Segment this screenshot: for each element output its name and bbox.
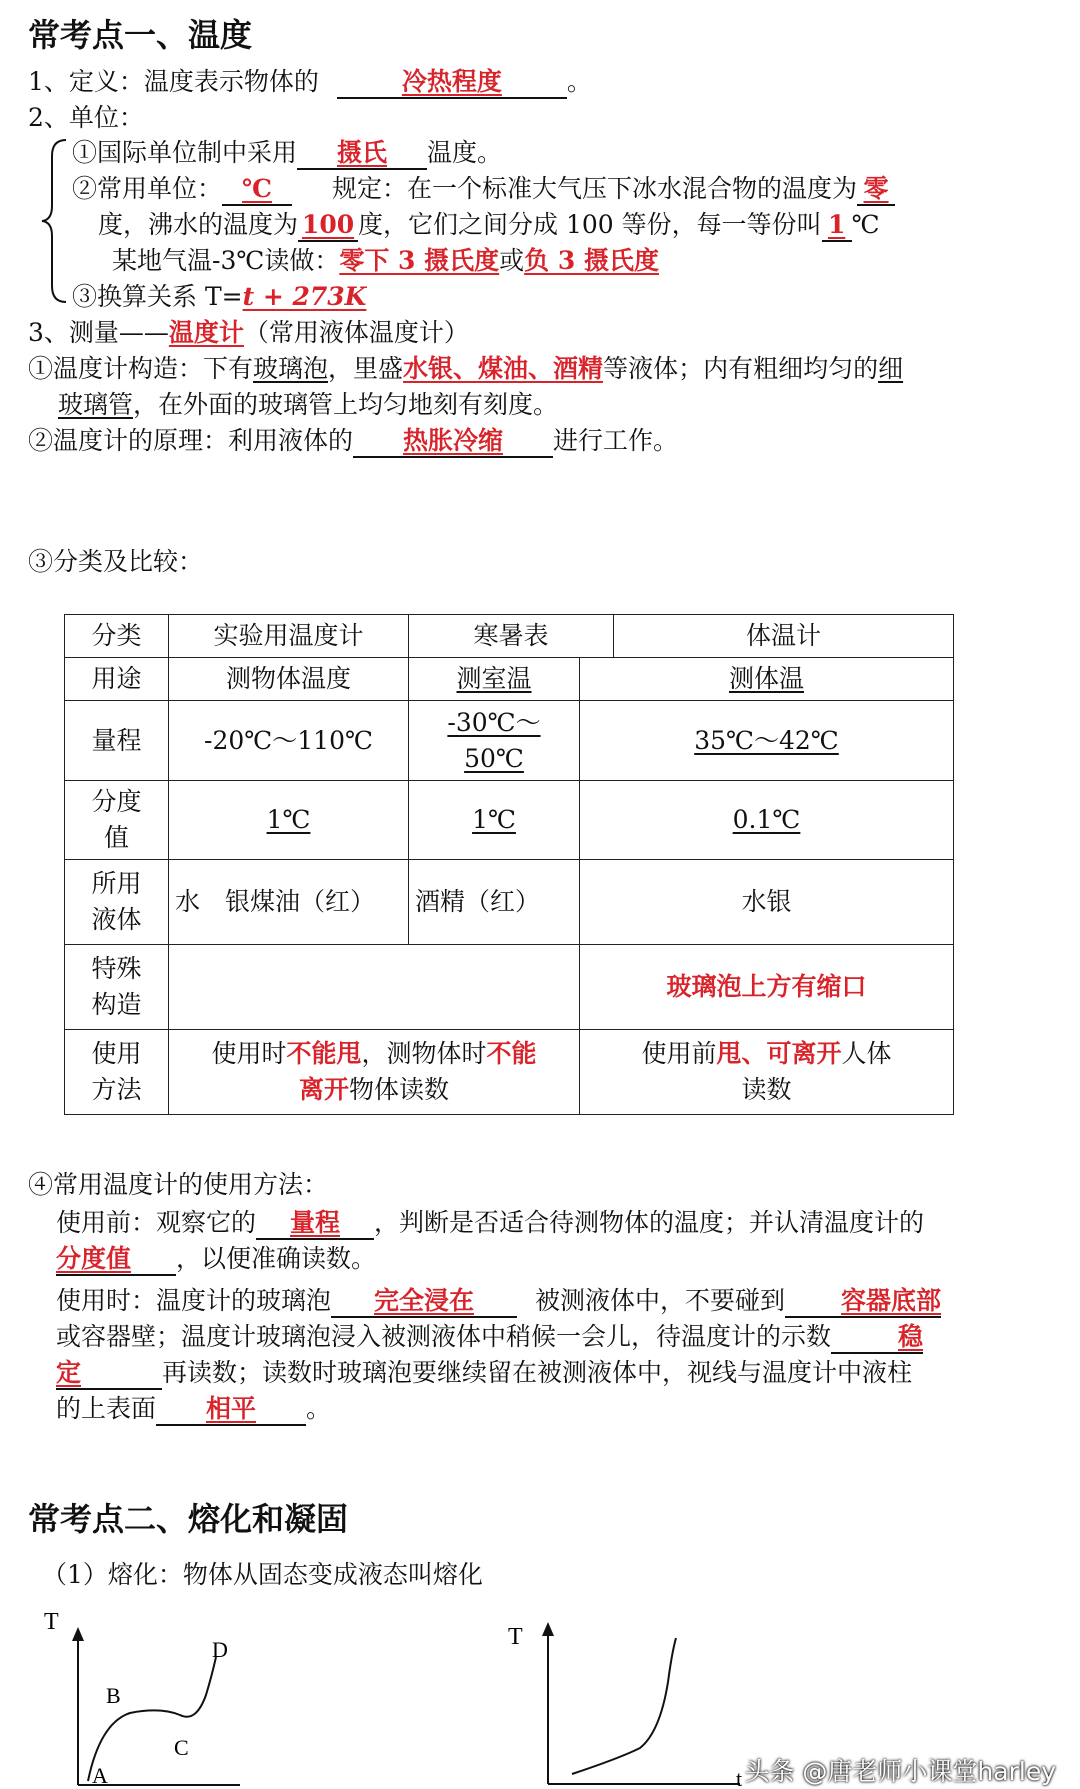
definition-blank <box>337 67 567 99</box>
usage-read-line: 定 再读数；读数时玻璃泡要继续留在被测液体中，视线与温度计中液柱 <box>56 1355 912 1391</box>
table-row-liquid: 所用 液体 水 银煤油（红） 酒精（红） 水银 <box>65 860 954 945</box>
point-d-label: D <box>212 1637 228 1662</box>
table-row-range: 量程 -20℃～110℃ -30℃～ 50℃ 35℃～42℃ <box>65 701 954 781</box>
boiling-line: 度，沸水的温度为 100 度，它们之间分成 100 等份，每一等份叫 1 ℃ <box>98 207 880 243</box>
definition-text: 1、定义：温度表示物体的 <box>28 67 319 96</box>
melting-definition: （1）熔化：物体从固态变成液态叫熔化 <box>42 1560 483 1589</box>
principle-line: ②温度计的原理：利用液体的 热胀冷缩 进行工作。 <box>28 423 678 459</box>
brace-icon <box>38 138 72 304</box>
usage-before-line-2: 分度值 ，以便准确读数。 <box>56 1241 376 1277</box>
comparison-table <box>64 614 954 1115</box>
si-unit-line: ①国际单位制中采用 摄氏 温度。 <box>72 135 502 171</box>
section2-title: 常考点二、熔化和凝固 <box>28 1500 349 1538</box>
common-unit-line: ②常用单位： ℃ 规定：在一个标准大气压下冰水混合物的温度为 零 <box>72 171 895 207</box>
usage-before-line: 使用前：观察它的 量程 ，判断是否适合待测物体的温度；并认清温度计的 <box>56 1205 924 1241</box>
reading-line: 某地气温-3℃读做：零下 3 摄氏度或负 3 摄氏度 <box>112 246 659 275</box>
classify-heading: ③分类及比较： <box>28 547 204 576</box>
table-row-use: 用途 测物体温度 测室温 测体温 <box>65 658 954 701</box>
usage-wall-line: 或容器壁；温度计玻璃泡浸入被测液体中稍候一会儿，待温度计的示数 稳 <box>56 1319 923 1355</box>
point-a-label: A <box>92 1763 108 1788</box>
usage-surface-line: 的上表面 相平 。 <box>56 1391 331 1427</box>
measure-line: 3、测量——温度计（常用液体温度计） <box>28 318 469 347</box>
usage-heading: ④常用温度计的使用方法： <box>28 1170 329 1199</box>
table-row-special: 特殊 构造 玻璃泡上方有缩口 <box>65 945 954 1030</box>
common-unit-blank: ℃ <box>222 174 292 206</box>
melting-curve-crystal <box>30 1605 250 1789</box>
structure-line: ①温度计构造：下有玻璃泡，里盛水银、煤油、酒精等液体；内有粗细均匀的细 <box>28 354 904 383</box>
section1-title: 常考点一、温度 <box>28 16 253 54</box>
melting-curve-amorphous <box>500 1612 760 1789</box>
structure-line-2: 玻璃管，在外面的玻璃管上均匀地刻有刻度。 <box>58 390 559 419</box>
conversion-line: ③换算关系 T=t + 273K <box>72 282 367 311</box>
table-header-row: 分类 实验用温度计 寒暑表 体温计 <box>65 615 954 658</box>
si-blank: 摄氏 <box>297 138 427 170</box>
usage-during-line: 使用时：温度计的玻璃泡 完全浸在 被测液体中，不要碰到 容器底部 <box>56 1283 941 1319</box>
table-row-division: 分度 值 1℃ 1℃ 0.1℃ <box>65 781 954 860</box>
graph2-x-label: t <box>736 1766 743 1789</box>
point-c-label: C <box>174 1735 189 1760</box>
definition-answer: 冷热程度 <box>401 67 502 96</box>
definition-line: 1、定义：温度表示物体的 冷热程度 。 <box>28 64 592 100</box>
graph1-y-label: T <box>44 1609 59 1635</box>
watermark: 头条 @唐老师小课堂harley <box>744 1757 1056 1786</box>
unit-heading: 2、单位： <box>28 103 144 132</box>
graph2-y-label: T <box>508 1624 523 1650</box>
table-row-method: 使用 方法 使用时不能甩，测物体时不能 离开物体读数 使用前甩、可离开人体 读数 <box>65 1030 954 1115</box>
point-b-label: B <box>106 1683 121 1708</box>
